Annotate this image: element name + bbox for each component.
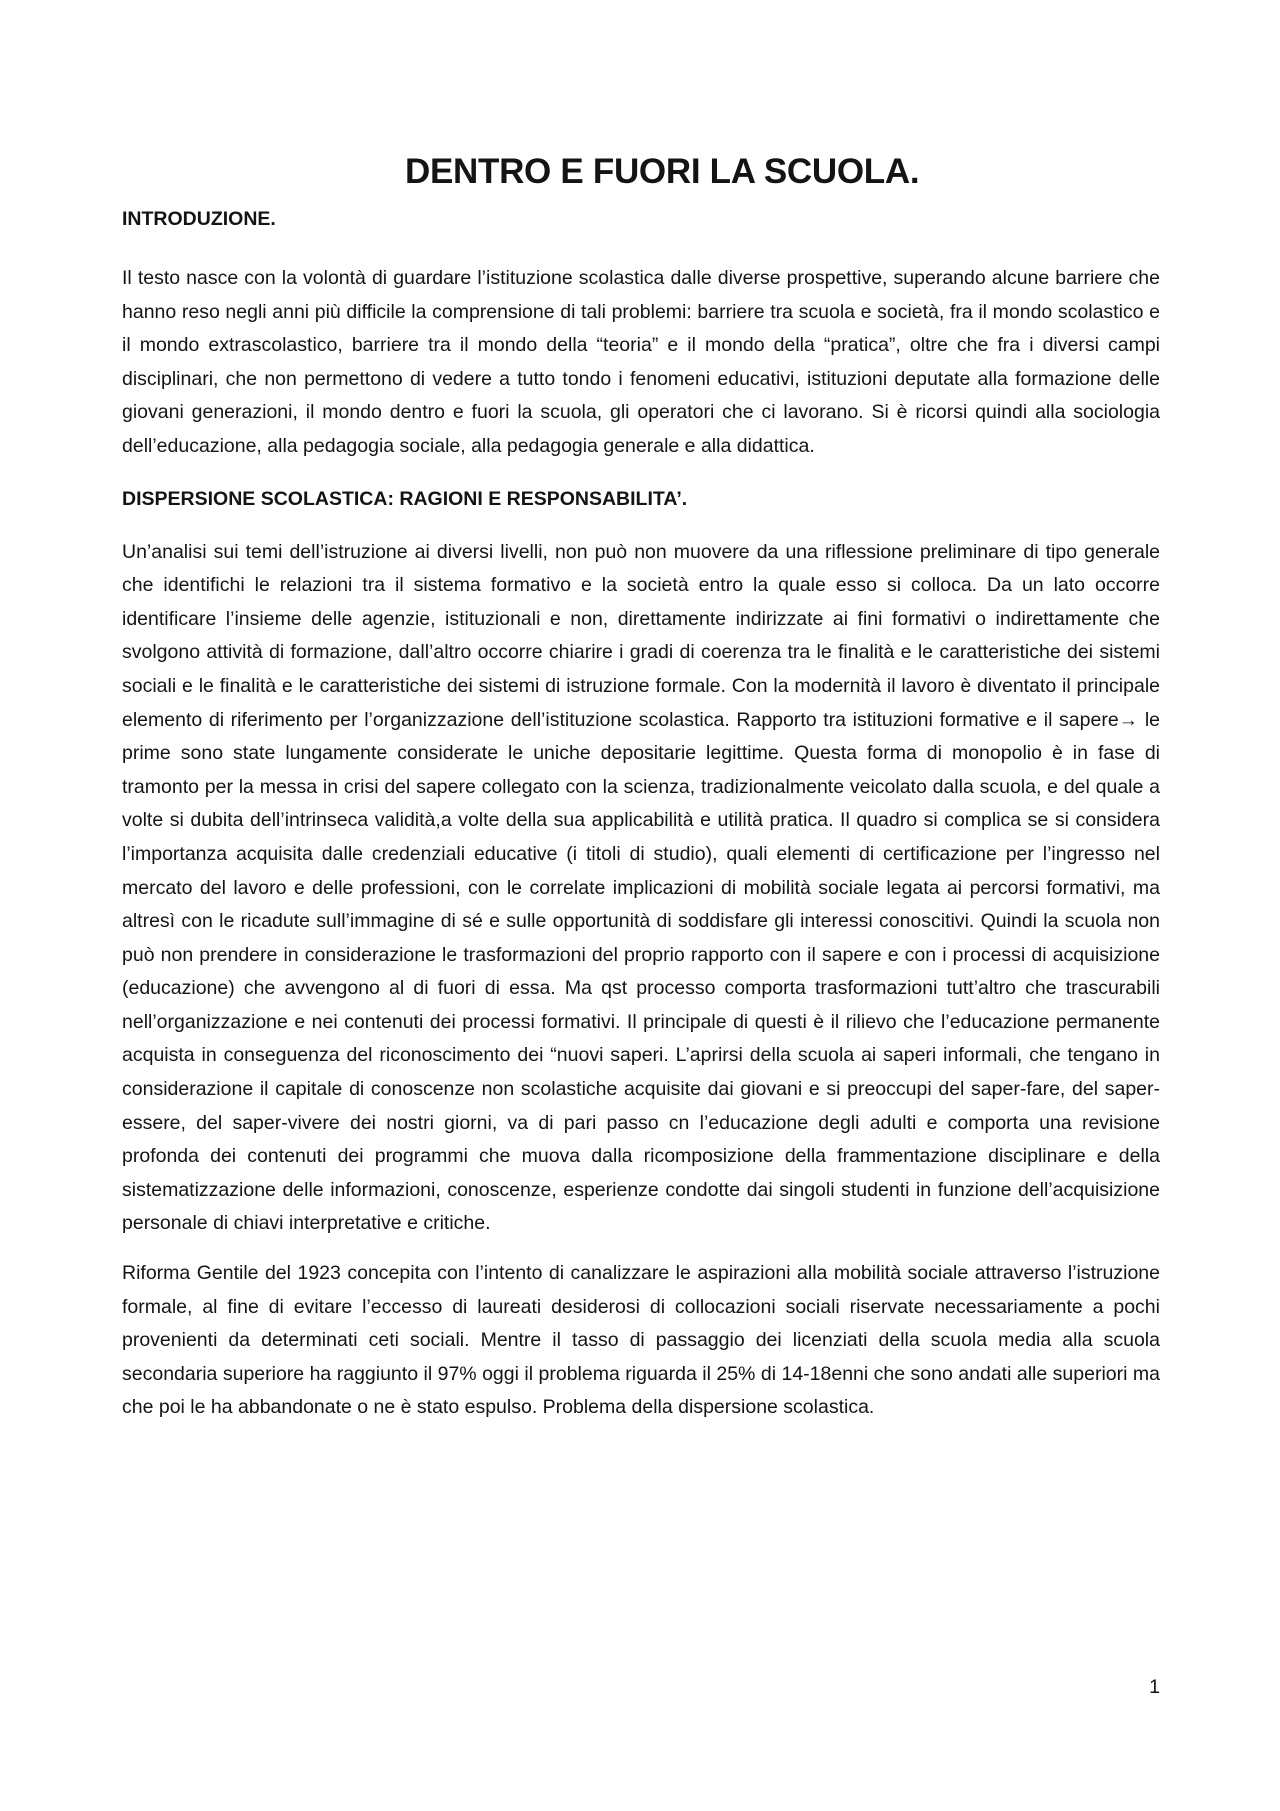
dispersion-heading: DISPERSIONE SCOLASTICA: RAGIONI E RESPONSABILITA’. — [122, 487, 688, 510]
document-page — [122, 150, 1160, 1425]
introduction-heading: INTRODUZIONE. — [122, 208, 276, 230]
introduction-paragraph: Il testo nasce con la volontà di guardare l’istituzione scolastica dalle diverse prospettive, superando alcune barriere che hanno reso negli anni più difficile la comprensione di tali problemi: barriere tra scuola e società, fra il mondo scolastico e il mondo extrascolastico, barriere tra il mondo della “teoria” e il mondo della “pratica”, oltre che fra i diversi campi disciplinari, che non permettono di vedere a tutto tondo i fenomeni educativi, istituzioni deputate alla formazione delle giovani generazioni, il mondo dentro e fuori la scuola, gli operatori che ci lavorano. Si è ricorsi quindi alla sociologia dell’educazione, alla pedagogia sociale, alla pedagogia generale e alla didattica. — [122, 267, 1160, 457]
page-number: 1 — [1149, 1676, 1160, 1698]
document-title: DENTRO E FUORI LA SCUOLA. — [405, 152, 920, 191]
dispersion-paragraph-gentile-reform: Riforma Gentile del 1923 concepita con l’intento di canalizzare le aspirazioni alla mobilità sociale attraverso l’istruzione formale, al fine di evitare l’eccesso di laureati desiderosi di collocazioni sociali riservate necessariamente a pochi provenienti da determinati ceti sociali. Mentre il tasso di passaggio dei licenziati della scuola media alla scuola secondaria superiore ha raggiunto il 97% oggi il problema riguarda il 25% di 14-18enni che sono andati alle superiori ma che poi le ha abbandonate o ne è stato espulso. Problema della dispersione scolastica. — [122, 1262, 1160, 1419]
dispersion-paragraph-analysis: Un’analisi sui temi dell’istruzione ai diversi livelli, non può non muovere da una riflessione preliminare di tipo generale che identifichi le relazioni tra il sistema formativo e la società entro la quale esso si colloca. Da un lato occorre identificare l’insieme delle agenzie, istituzionali e non, direttamente indirizzate ai fini formativi o indirettamente che svolgono attività di formazione, dall’altro occorre chiarire i gradi di coerenza tra le finalità e le caratteristiche dei sistemi sociali e le finalità e le caratteristiche dei sistemi di istruzione formale. Con la modernità il lavoro è diventato il principale elemento di riferimento per l’organizzazione dell’istituzione scolastica. Rapporto tra istituzioni formative e il sapere→ le prime sono state lungamente considerate le uniche depositarie legittime. Questa forma di monopolio è in fase di tramonto per la messa in crisi del sapere collegato con la scienza, tradizionalmente veicolato dalla scuola, e del quale a volte si dubita dell’intrinseca validità,a volte della sua applicabilità e utilità pratica. Il quadro si complica se si considera l’importanza acquisita dalle credenziali educative (i titoli di studio), quali elementi di certificazione per l’ingresso nel mercato del lavoro e delle professioni, con le correlate implicazioni di mobilità sociale legata ai percorsi formativi, ma altresì con le ricadute sull’immagine di sé e sulle opportunità di soddisfare gli interessi conoscitivi. Quindi la scuola non può non prendere in considerazione le trasformazioni del proprio rapporto con il sapere e con i processi di acquisizione (educazione) che avvengono al di fuori di essa. Ma qst processo comporta trasformazioni tutt’altro che trascurabili nell’organizzazione e nei contenuti dei processi formativi. Il principale di questi è il rilievo che l’educazione permanente acquista in conseguenza del riconoscimento dei “nuovi saperi. L’aprirsi della scuola ai saperi informali, che tengano in considerazione il capitale di conoscenze non scolastiche acquisite dai giovani e si preoccupi del saper-fare, del saper-essere, del saper-vivere dei nostri giorni, va di pari passo cn l’educazione degli adulti e comporta una revisione profonda dei contenuti dei programmi che muova dalla ricomposizione della frammentazione disciplinare e della sistematizzazione delle informazioni, conoscenze, esperienze condotte dai singoli studenti in funzione dell’acquisizione personale di chiavi interpretative e critiche. — [122, 540, 1160, 1235]
